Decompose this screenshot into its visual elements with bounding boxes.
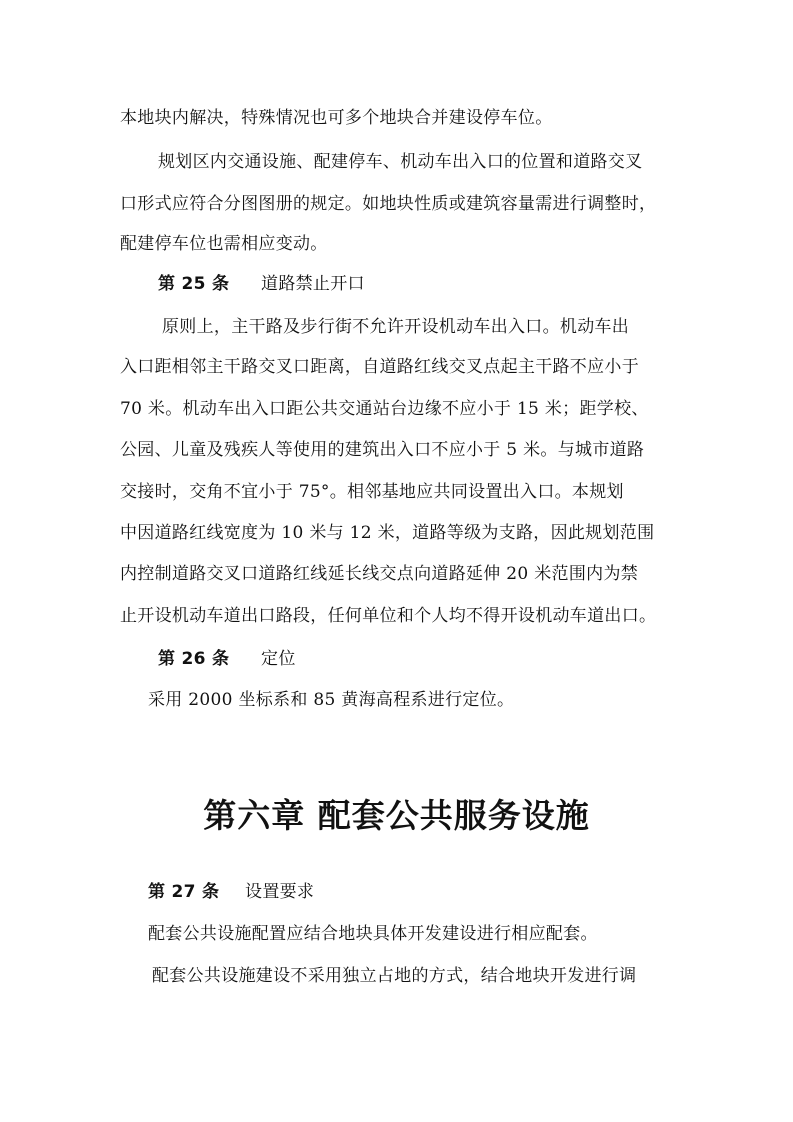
article-number: 第 27 条	[148, 882, 220, 902]
paragraph-line: 规划区内交通设施、配建停车、机动车出入口的位置和道路交叉	[158, 152, 643, 172]
paragraph-line: 中因道路红线宽度为 10 米与 12 米，道路等级为支路，因此规划范围	[120, 523, 655, 543]
article-25-heading	[158, 272, 365, 296]
paragraph-line: 内控制道路交叉口道路红线延长线交点向道路延伸 20 米范围内为禁	[120, 564, 639, 584]
paragraph-line: 口形式应符合分图图册的规定。如地块性质或建筑容量需进行调整时，	[120, 194, 657, 214]
paragraph-line: 配套公共设施配置应结合地块具体开发建设进行相应配套。	[148, 924, 598, 944]
article-27-heading	[148, 880, 314, 904]
paragraph-line: 公园、儿童及残疾人等使用的建筑出入口不应小于 5 米。与城市道路	[120, 440, 645, 460]
paragraph-line: 采用 2000 坐标系和 85 黄海高程系进行定位。	[148, 690, 515, 710]
paragraph-line: 交接时，交角不宜小于 75°。相邻基地应共同设置出入口。本规划	[120, 482, 624, 502]
chapter-title: 第六章 配套公共服务设施	[203, 796, 590, 835]
paragraph-line: 止开设机动车道出口路段，任何单位和个人均不得开设机动车道出口。	[120, 606, 657, 626]
article-number: 第 25 条	[158, 274, 230, 294]
paragraph-line: 配套公共设施建设不采用独立占地的方式，结合地块开发进行调	[152, 966, 637, 986]
paragraph-line: 配建停车位也需相应变动。	[120, 234, 328, 254]
article-title: 道路禁止开口	[261, 274, 365, 294]
paragraph-line: 原则上，主干路及步行街不允许开设机动车出入口。机动车出	[162, 317, 630, 337]
paragraph-line: 入口距相邻主干路交叉口距离，自道路红线交叉点起主干路不应小于	[120, 357, 639, 377]
article-title: 定位	[261, 649, 296, 669]
article-26-heading	[158, 647, 296, 671]
article-title: 设置要求	[245, 882, 315, 902]
paragraph-line: 70 米。机动车出入口距公共交通站台边缘不应小于 15 米；距学校、	[120, 399, 649, 419]
paragraph-line: 本地块内解决，特殊情况也可多个地块合并建设停车位。	[120, 108, 553, 128]
article-number: 第 26 条	[158, 649, 230, 669]
